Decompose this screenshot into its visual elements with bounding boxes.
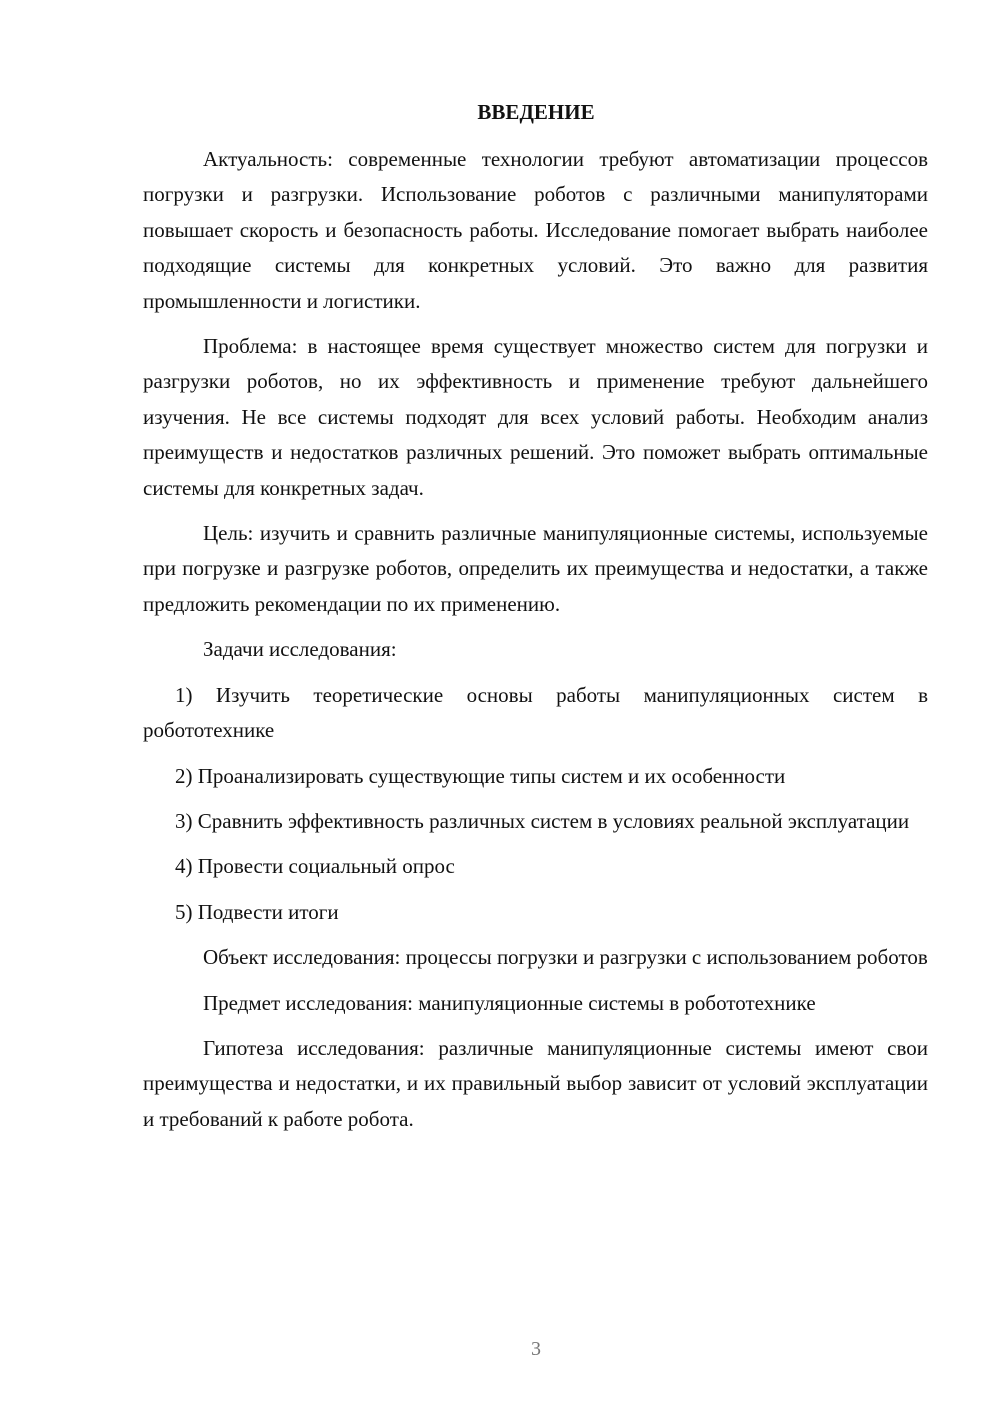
task-item: 1) Изучить теоретические основы работы манипуляционных систем в робототехнике — [143, 682, 928, 743]
body-text — [143, 142, 928, 1147]
task-item: 3) Сравнить эффективность различных систем в условиях реальной эксплуатации — [175, 808, 910, 833]
paragraph-object: Объект исследования: процессы погрузки и разгрузки с использованием роботов — [203, 945, 928, 970]
task-item: 4) Провести социальный опрос — [175, 854, 455, 879]
page-number: 3 — [531, 1338, 541, 1360]
task-item: 5) Подвести итоги — [175, 899, 339, 924]
paragraph-hypothesis: Гипотеза исследования: различные манипуляционные системы имеют свои преимущества и недостатки, и их правильный выбор зависит от условий эксплуатации и требований к работе робота. — [143, 1035, 928, 1131]
paragraph-problem: Проблема: в настоящее время существует множество систем для погрузки и разгрузки роботов, но их эффективность и применение требуют дальнейшего изучения. Не все системы подходят для всех условий работы. Необходим анализ преимуществ и недостатков различных решений. Это поможет выбрать оптимальные системы для конкретных задач. — [143, 334, 928, 500]
paragraph-relevance: Актуальность: современные технологии требуют автоматизации процессов погрузки и разгрузки. Использование роботов с различными манипуляторами повышает скорость и безопасность работы. Исследование помогает выбрать наиболее подходящие системы для конкретных условий. Это важно для развития промышленности и логистики. — [143, 147, 928, 313]
tasks-heading: Задачи исследования: — [203, 637, 397, 662]
paragraph-goal: Цель: изучить и сравнить различные манипуляционные системы, используемые при погрузке и разгрузке роботов, определить их преимущества и недостатки, а также предложить рекомендации по их применению. — [143, 521, 928, 616]
page-title: ВВЕДЕНИЕ — [477, 100, 595, 124]
paragraph-subject: Предмет исследования: манипуляционные системы в робототехнике — [203, 990, 816, 1015]
task-item: 2) Проанализировать существующие типы систем и их особенности — [175, 763, 786, 788]
